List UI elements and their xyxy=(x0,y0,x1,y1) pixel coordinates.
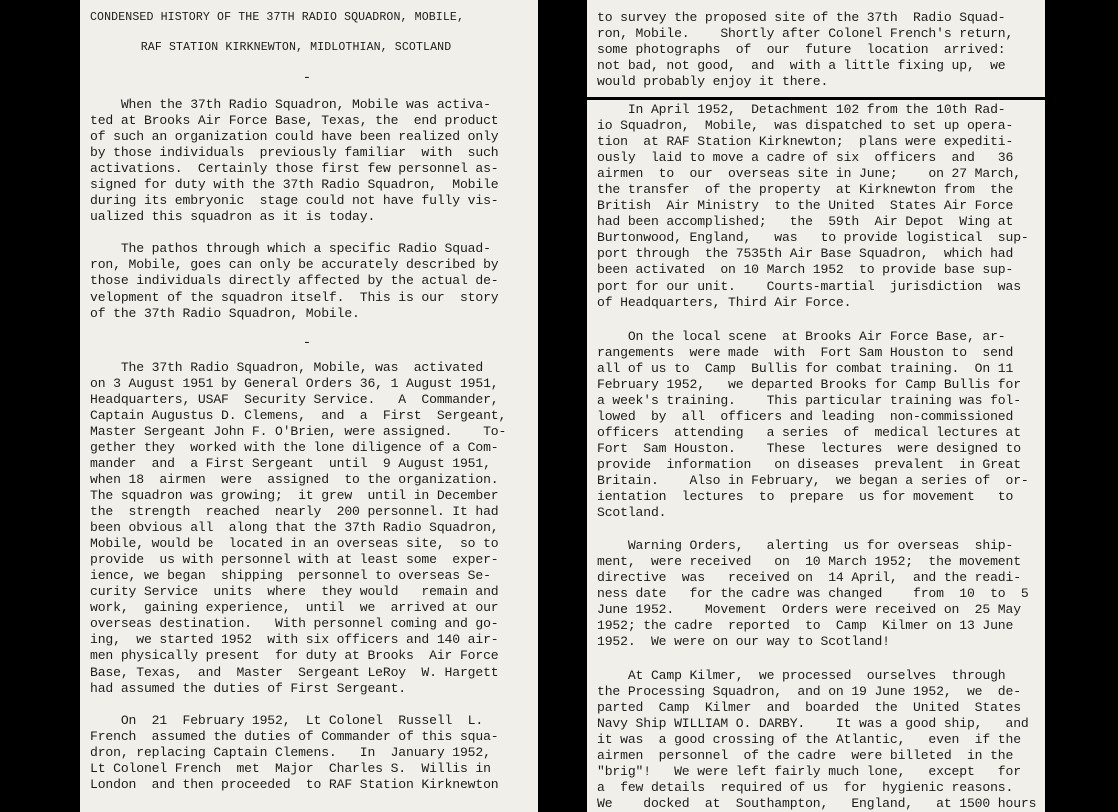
paragraph-voyage: At Camp Kilmer, we processed ourselves through the Processing Squadron, and on 19 June 1952, we de- parted Camp Kilmer and boarded the United States Navy Ship WILLIAM O. DARBY. It was a good ship, and it was a good crossing of the Atlantic, even if the airmen personnel of the cadre were billeted in the "brig"! We were left fairly much lone, except for a few details required of us for hygienic reasons. We docked at Southampton, England, at 1500 hours xyxy=(597,667,1037,811)
paragraph-detachment: In April 1952, Detachment 102 from the 10th Rad- io Squadron, Mobile, was dispatched to set up opera- tion at RAF Station Kirknewton; plans were expediti- ously laid to move a cadre of six officers and 36 airmen to our overseas site in June; on 27 March, the transfer of the property at Kirknewton from the British Air Ministry to the United States Air Force had been accomplished; the 59th Air Depot Wing at Burtonwood, England, was to provide logistical sup- port through the 7535th Air Base Squadron, which had been activated on 10 March 1952 to provide base sup- port for our unit. Courts-martial jurisdiction was of Headquarters, Third Air Force. xyxy=(597,102,1029,310)
paragraph-history: The 37th Radio Squadron, Mobile, was activated on 3 August 1951 by General Orders 36, 1 August 1951, Headquarters, USAF Security Service. A Commander, Captain Augustus D. Clemens, and a First Sergeant, Master Sergeant John F. O'Brien, were assigned. To- gether they worked with the lone diligence of a Com- mander and a First Sergeant until 9 August 1951, when 18 airmen were assigned to the organization. The squadron was growing; it grew until in December the strength reached nearly 200 personnel. It had been obvious all along that the 37th Radio Squadron, Mobile, would be located in an overseas site, so to provide us with personnel with at least some exper- ience, we began shipping personnel to overseas Se- curity Service units where they would remain and work, gaining experience, until we arrived at our overseas destination. With personnel coming and go- ing, we started 1952 with six officers and 140 air- men physically present for duty at Brooks Air Force Base, Texas, and Master Sergeant LeRoy W. Hargett had assumed the duties of First Sergeant. xyxy=(90,359,507,696)
section-separator-2: - xyxy=(302,334,312,351)
document-location: RAF STATION KIRKNEWTON, MIDLOTHIAN, SCOTLAND xyxy=(140,41,452,54)
paragraph-pathos: The pathos through which a specific Radio Squad- ron, Mobile, goes can only be accurately described by those individuals directly affected by the actual de- velopment of the squadron itself. This is our story of the 37th Radio Squadron, Mobile. xyxy=(90,241,499,321)
paragraph-activation: When the 37th Radio Squadron, Mobile was activa- ted at Brooks Air Force Base, Texas, the end product of such an organization could have been realized only by those individuals previously familiar with such activations. Certainly those first few personnel as- signed for duty with the 37th Radio Squadron, Mobile during its embryonic stage could not have fully vis- ualized this squadron as it is today. xyxy=(90,97,499,225)
right-page-fragment xyxy=(587,0,1045,97)
document-title: CONDENSED HISTORY OF THE 37TH RADIO SQUADRON, MOBILE, xyxy=(90,11,465,24)
right-page xyxy=(587,100,1045,812)
paragraph-training: On the local scene at Brooks Air Force Base, ar- rangements were made with Fort Sam Houston to send all of us to Camp Bullis for combat training. On 11 February 1952, we departed Brooks for Camp Bullis for a week's training. This particular training was fol- lowed by all officers and leading non-commissioned officers attending a series of medical lectures at Fort Sam Houston. These lectures were designed to provide information on diseases prevalent in Great Britain. Also in February, we began a series of or- ientation lectures to prepare us for movement to Scotland. xyxy=(597,328,1029,521)
paragraph-orders: Warning Orders, alerting us for overseas ship- ment, were received on 10 March 1952; the movement directive was received on 14 April, and the readi- ness date for the cadre was changed from 10 to 5 June 1952. Movement Orders were received on 25 May 1952; the cadre reported to Camp Kilmer on 13 June 1952. We were on our way to Scotland! xyxy=(597,538,1029,650)
left-page xyxy=(80,0,538,812)
paragraph-survey: to survey the proposed site of the 37th Radio Squad- ron, Mobile. Shortly after Colonel French's return, some photographs of our future location arrived: not bad, not good, and with a little fixing up, we would probably enjoy it there. xyxy=(597,10,1014,90)
paragraph-commander: On 21 February 1952, Lt Colonel Russell L. French assumed the duties of Commander of this squa- dron, replacing Captain Clemens. In January 1952, Lt Colonel French met Major Charles S. Willis in London and then proceeded to RAF Station Kirknewton xyxy=(90,712,499,792)
section-separator: - xyxy=(302,70,312,86)
